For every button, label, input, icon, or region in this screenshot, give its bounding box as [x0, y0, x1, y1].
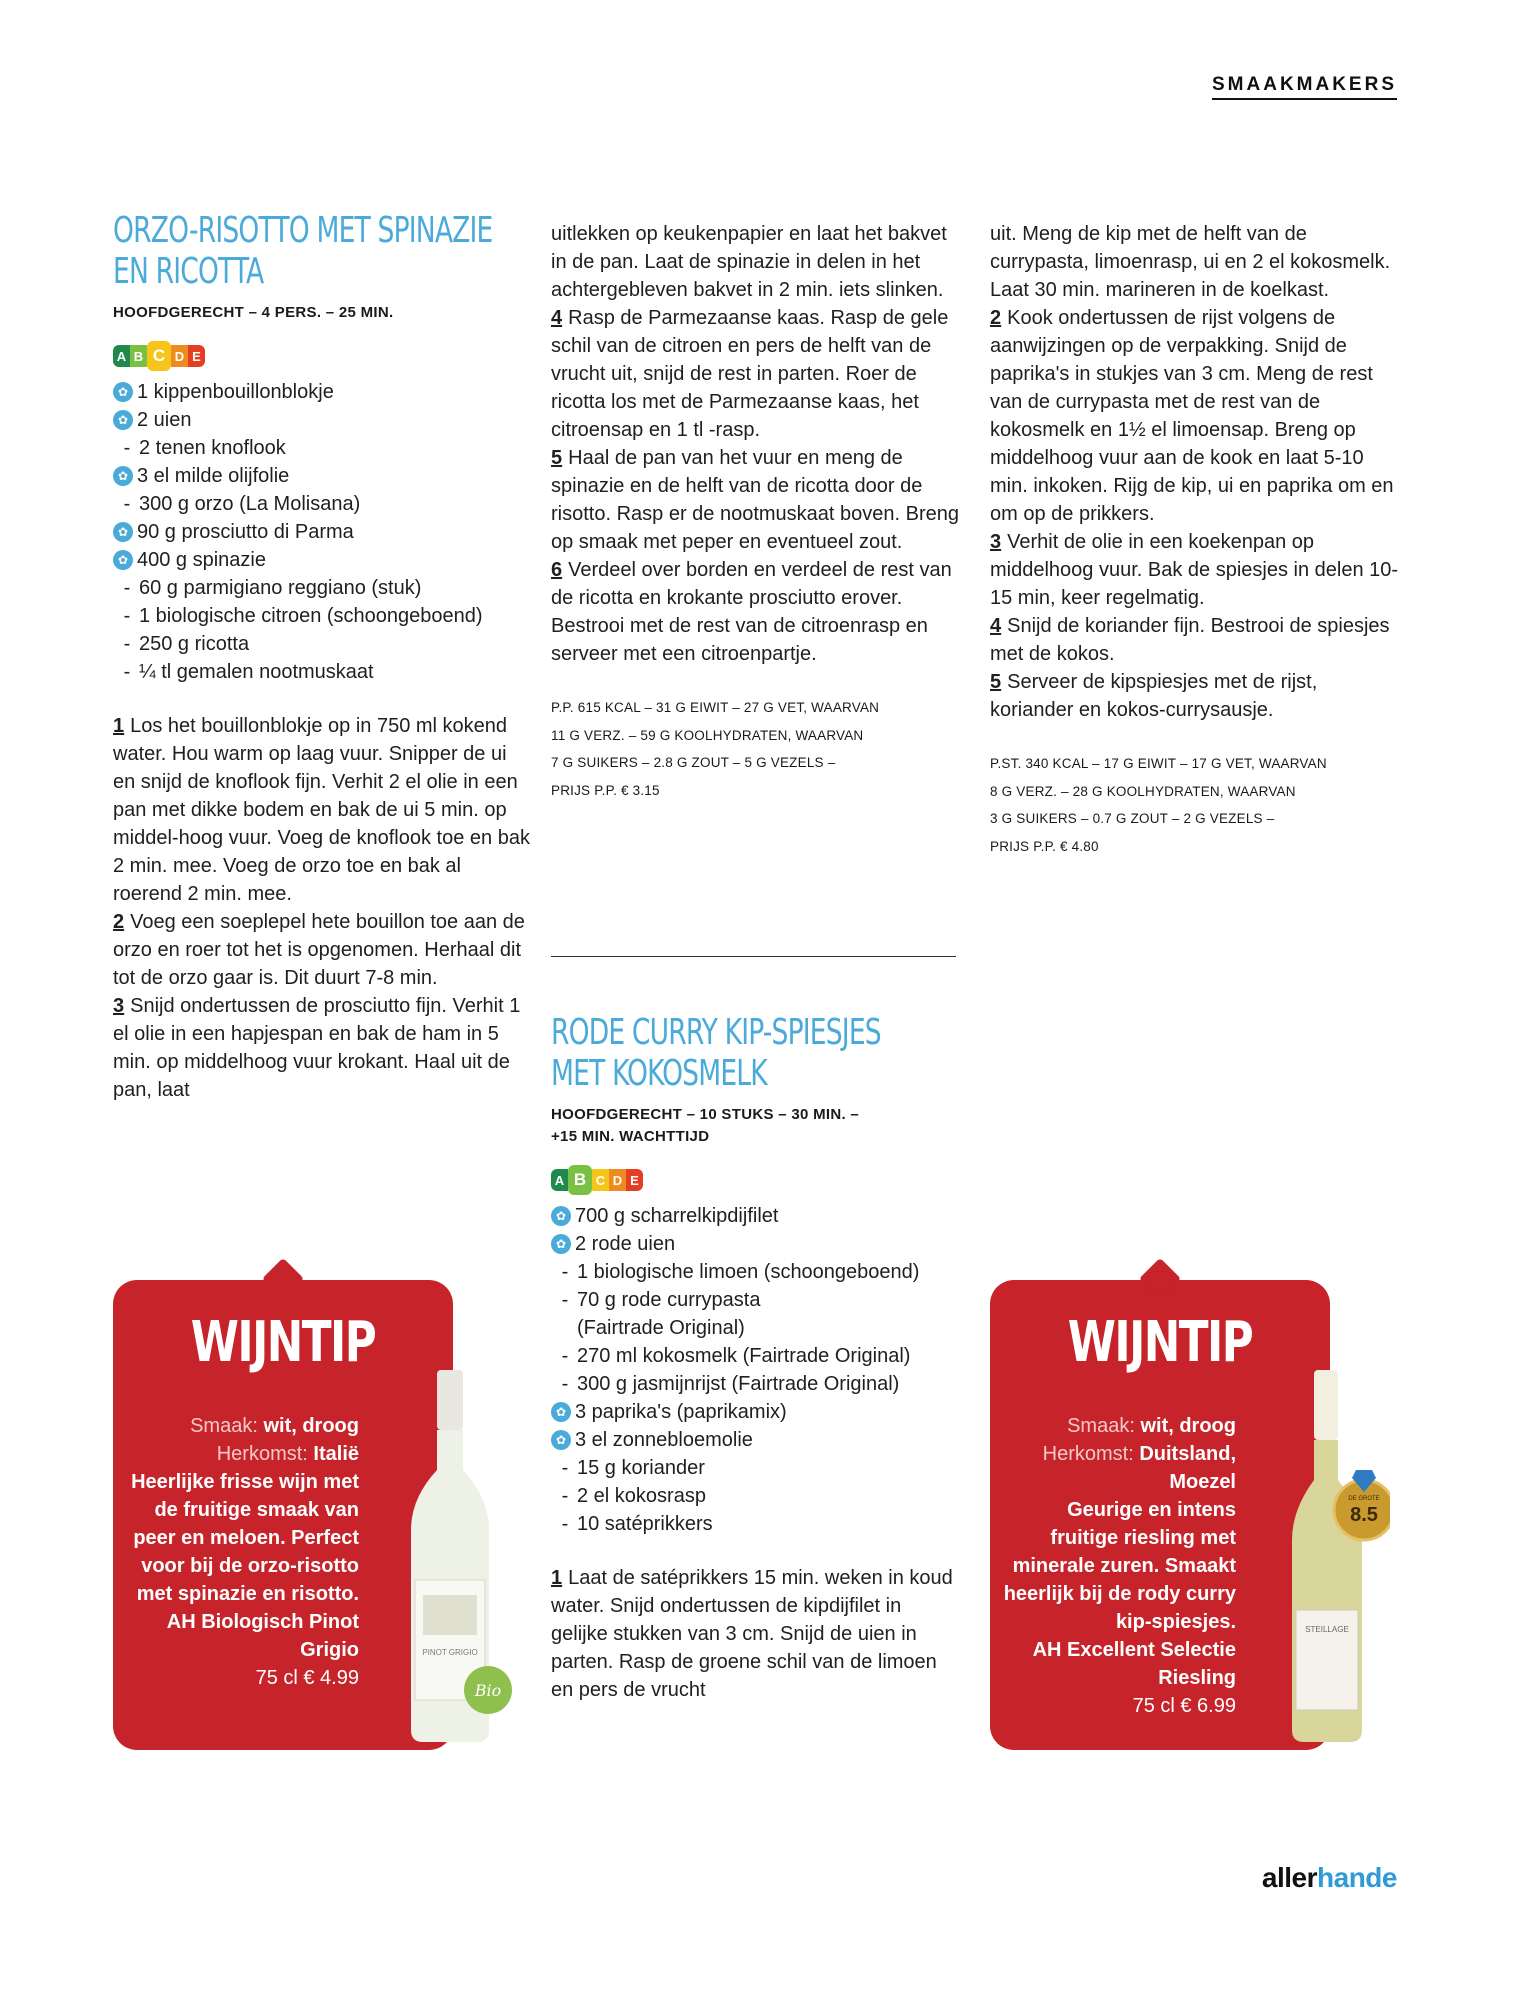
dash-bullet: -: [123, 577, 131, 599]
ingredient-text: 60 g parmigiano reggiano (stuk): [139, 577, 422, 599]
ingredient-text: (Fairtrade Original): [577, 1317, 745, 1339]
dash-bullet: -: [561, 1345, 569, 1367]
nutrition-line: PRIJS P.P. € 3.15: [551, 782, 660, 798]
ingredient-text: 2 tenen knoflook: [139, 437, 286, 459]
recipe2-column: [551, 1012, 961, 1704]
step-number: 4: [551, 307, 563, 329]
wine-description: Geurige en intens fruitige riesling met minerale zuren. Smaakt heerlijk bij de rody curry kip-spiesjes.: [1003, 1499, 1236, 1633]
nutrition-line: 11 G VERZ. – 59 G KOOLHYDRATEN, WAARVAN: [551, 727, 864, 743]
smaak-label: Smaak:: [190, 1415, 258, 1437]
brand-part1: aller: [1261, 1862, 1318, 1893]
recipe2-meta-line1: HOOFDGERECHT – 10 STUKS – 30 MIN. –: [551, 1106, 860, 1123]
ingredient-item: [551, 1342, 961, 1370]
dash-bullet: -: [561, 1289, 569, 1311]
step-number: 5: [990, 671, 1002, 693]
ingredient-item: [551, 1426, 961, 1454]
recipe-divider: [551, 956, 956, 957]
recipe2-continued-column: [990, 220, 1400, 860]
bottle-label-text: STEILLAGE: [1305, 1625, 1349, 1634]
recipe-step: [551, 304, 961, 444]
recipe1-steps: [113, 712, 533, 1104]
nutriscore-badge: [551, 1166, 961, 1194]
ingredient-text: 70 g rode currypasta: [577, 1289, 761, 1311]
bottle-label-text: PINOT GRIGIO: [422, 1648, 478, 1657]
dash-bullet: -: [123, 437, 131, 459]
step-text: Snijd ondertussen de prosciutto fijn. Verhit 1 el olie in een hapjespan en bak de ham in 5 min. op middelhoog vuur krokant. Haal uit de pan, laat: [113, 995, 521, 1101]
ingredient-text: 90 g prosciutto di Parma: [137, 521, 354, 543]
nutrition-line: P.ST. 340 KCAL – 17 G EIWIT – 17 G VET, WAARVAN: [990, 756, 1327, 771]
recipe2-steps-continued: [990, 220, 1400, 724]
dash-bullet: -: [123, 605, 131, 627]
ingredient-item: [113, 574, 533, 602]
recipe1-nutrition: [551, 694, 961, 804]
nutriscore-letter-c: C: [592, 1169, 609, 1191]
brand-logo: [1262, 1862, 1397, 1894]
medal-text: DE GROTE: [1348, 1496, 1380, 1502]
ingredient-text: ¼ tl gemalen nootmuskaat: [139, 661, 374, 683]
wine-name: AH Biologisch Pinot Grigio: [166, 1611, 359, 1661]
ingredient-item: [551, 1398, 961, 1426]
ingredient-text: 400 g spinazie: [137, 549, 266, 571]
smaak-value: wit, droog: [263, 1415, 359, 1437]
ingredient-text: 300 g orzo (La Molisana): [139, 493, 361, 515]
dash-bullet: -: [123, 661, 131, 683]
ingredient-item: [551, 1510, 961, 1538]
recipe-step: [990, 668, 1400, 724]
ingredient-text: 3 paprika's (paprikamix): [575, 1401, 787, 1423]
ingredient-text: 2 el kokosrasp: [577, 1485, 706, 1507]
step-text: Snijd de koriander fijn. Bestrooi de spiesjes met de kokos.: [990, 615, 1390, 665]
ingredient-item: [113, 602, 533, 630]
recipe-step: [551, 1564, 961, 1704]
nutrition-line: PRIJS P.P. € 4.80: [990, 838, 1099, 854]
smaak-value: wit, droog: [1140, 1415, 1236, 1437]
step-number: 3: [990, 531, 1002, 553]
recipe2-ingredients: [551, 1202, 961, 1538]
step-text: Verhit de olie in een koekenpan op middelhoog vuur. Bak de spiesjes in delen 10-15 min, keer regelmatig.: [990, 531, 1399, 609]
step-number: 4: [990, 615, 1002, 637]
nutriscore-letter-b: B: [568, 1165, 592, 1195]
healthy-choice-icon: ✿: [113, 522, 133, 542]
ingredient-item: [113, 378, 533, 406]
ingredient-item: [551, 1202, 961, 1230]
ingredient-item: [551, 1258, 961, 1286]
recipe1-title-line2: EN RICOTTA: [113, 251, 264, 292]
ingredient-text: 250 g ricotta: [139, 633, 250, 655]
healthy-choice-icon: ✿: [113, 410, 133, 430]
ingredient-text: 3 el zonnebloemolie: [575, 1429, 753, 1451]
wine-price: 75 cl € 6.99: [1132, 1695, 1236, 1717]
recipe-step: [551, 444, 961, 556]
recipe2-meta: [551, 1104, 961, 1148]
ingredient-item: [113, 546, 533, 574]
step-text: Serveer de kipspiesjes met de rijst, koriander en kokos-currysausje.: [990, 671, 1318, 721]
wine-description: Heerlijke frisse wijn met de fruitige smaak van peer en meloen. Perfect voor bij de orzo-risotto met spinazie en risotto.: [131, 1471, 359, 1605]
nutriscore-letter-b: B: [130, 345, 147, 367]
step-text: uit. Meng de kip met de helft van de currypasta, limoenrasp, ui en 2 el kokosmelk. Laat 30 min. marineren in de koelkast.: [990, 223, 1391, 301]
dash-bullet: -: [561, 1457, 569, 1479]
ingredient-item: [551, 1230, 961, 1258]
wine-tip-card: [113, 1280, 502, 1750]
step-number: 1: [113, 715, 125, 737]
ingredient-item: [551, 1314, 961, 1342]
recipe-step: [113, 908, 533, 992]
ingredient-text: 1 biologische limoen (schoongeboend): [577, 1261, 920, 1283]
wine-name: AH Excellent Selectie Riesling: [1032, 1639, 1236, 1689]
step-text: Los het bouillonblokje op in 750 ml kokend water. Hou warm op laag vuur. Snipper de ui en snijd de knoflook fijn. Verhit 2 el olie in een pan met dikke bodem en bak de ui 5 min. op middel-hoog vuur. Voeg de knoflook toe en bak 2 min. mee. Voeg de orzo toe en bak al roerend 2 min. mee.: [113, 715, 530, 905]
healthy-choice-icon: ✿: [551, 1234, 571, 1254]
ingredient-text: 270 ml kokosmelk (Fairtrade Original): [577, 1345, 911, 1367]
smaak-label: Smaak:: [1067, 1415, 1135, 1437]
ingredient-text: 300 g jasmijnrijst (Fairtrade Original): [577, 1373, 900, 1395]
ingredient-item: [113, 462, 533, 490]
dash-bullet: -: [561, 1513, 569, 1535]
recipe-step: [990, 220, 1400, 304]
recipe2-steps: [551, 1564, 961, 1704]
step-number: 6: [551, 559, 563, 581]
ingredient-item: [113, 434, 533, 462]
ingredient-text: 3 el milde olijfolie: [137, 465, 290, 487]
section-label: SMAAKMAKERS: [1212, 74, 1397, 100]
wine-tip-heading: WIJNTIP: [1067, 1310, 1253, 1375]
wine-bottle-image: [393, 1370, 513, 1750]
nutriscore-letter-c: C: [147, 341, 171, 371]
recipe1-title-line1: ORZO-RISOTTO MET SPINAZIE: [113, 210, 493, 251]
recipe-step: [113, 992, 533, 1104]
wine-tip-heading: WIJNTIP: [190, 1310, 376, 1375]
healthy-choice-icon: ✿: [551, 1206, 571, 1226]
dash-bullet: -: [123, 493, 131, 515]
ingredient-item: [551, 1454, 961, 1482]
healthy-choice-icon: ✿: [113, 550, 133, 570]
recipe1-continued-column: [551, 220, 961, 804]
medal-score: 8.5: [1350, 1504, 1378, 1526]
step-text: Laat de satéprikkers 15 min. weken in koud water. Snijd ondertussen de kipdijfilet in gelijke stukken van 3 cm. Snijd de uien in parten. Rasp de groene schil van de limoen en pers de vrucht: [551, 1567, 953, 1701]
nutriscore-letter-d: D: [609, 1169, 626, 1191]
ingredient-item: [551, 1370, 961, 1398]
recipe-step: [551, 556, 961, 668]
healthy-choice-icon: ✿: [113, 466, 133, 486]
nutriscore-letter-d: D: [171, 345, 188, 367]
ingredient-text: 2 uien: [137, 409, 192, 431]
herkomst-value: Duitsland, Moezel: [1139, 1443, 1236, 1493]
step-number: 5: [551, 447, 563, 469]
recipe2-nutrition: [990, 750, 1400, 860]
healthy-choice-icon: ✿: [551, 1402, 571, 1422]
herkomst-label: Herkomst:: [216, 1443, 308, 1465]
herkomst-value: Italië: [313, 1443, 359, 1465]
recipe1-ingredients: [113, 378, 533, 686]
recipe2-title: [551, 1012, 961, 1094]
step-text: uitlekken op keukenpapier en laat het bakvet in de pan. Laat de spinazie in delen in het achtergebleven bakvet in 2 min. iets slinken.: [551, 223, 947, 301]
wine-price: 75 cl € 4.99: [255, 1667, 359, 1689]
ingredient-item: [113, 406, 533, 434]
step-text: Rasp de Parmezaanse kaas. Rasp de gele schil van de citroen en pers de helft van de vrucht uit, snijd de rest in parten. Roer de ricotta los met de Parmezaanse kaas, het citroensap en 1 tl -rasp.: [551, 307, 949, 441]
ingredient-text: 1 kippenbouillonblokje: [137, 381, 334, 403]
recipe-step: [990, 304, 1400, 528]
dash-bullet: -: [561, 1261, 569, 1283]
dash-bullet: -: [561, 1373, 569, 1395]
nutriscore-letter-e: E: [188, 345, 205, 367]
ingredient-text: 2 rode uien: [575, 1233, 676, 1255]
step-text: Voeg een soeplepel hete bouillon toe aan de orzo en roer tot het is opgenomen. Herhaal dit tot de orzo gaar is. Dit duurt 7-8 min.: [113, 911, 525, 989]
recipe2-title-line2: MET KOKOSMELK: [551, 1053, 767, 1094]
wine-tip-body: [119, 1412, 359, 1692]
recipe-step: [990, 528, 1400, 612]
ingredient-item: [113, 518, 533, 546]
ingredient-item: [551, 1482, 961, 1510]
recipe-step: [113, 712, 533, 908]
step-text: Verdeel over borden en verdeel de rest van de ricotta en krokante prosciutto erover. Bestrooi met de rest van de citroenrasp en serveer met een citroenpartje.: [551, 559, 952, 665]
ingredient-item: [551, 1286, 961, 1314]
dash-bullet: -: [561, 1485, 569, 1507]
ingredient-item: [113, 658, 533, 686]
step-number: 2: [990, 307, 1002, 329]
wine-tip-card: [990, 1280, 1380, 1750]
nutriscore-letter-a: A: [551, 1169, 568, 1191]
step-number: 3: [113, 995, 125, 1017]
recipe-step: [551, 220, 961, 304]
recipe2-title-line1: RODE CURRY KIP-SPIESJES: [551, 1012, 881, 1053]
bio-badge: Bio: [474, 1681, 502, 1700]
recipe1-meta: HOOFDGERECHT – 4 PERS. – 25 MIN.: [113, 304, 394, 321]
nutriscore-badge: [113, 342, 533, 370]
recipe-step: [990, 612, 1400, 668]
healthy-choice-icon: ✿: [551, 1430, 571, 1450]
healthy-choice-icon: ✿: [113, 382, 133, 402]
ingredient-item: [113, 490, 533, 518]
recipe1-steps-continued: [551, 220, 961, 668]
wine-bottle-image: [1270, 1370, 1390, 1750]
nutriscore-letter-a: A: [113, 345, 130, 367]
nutrition-line: 3 G SUIKERS – 0.7 G ZOUT – 2 G VEZELS –: [990, 811, 1275, 826]
herkomst-label: Herkomst:: [1042, 1443, 1134, 1465]
step-text: Haal de pan van het vuur en meng de spinazie en de helft van de ricotta door de risotto. Rasp er de nootmuskaat boven. Breng op smaak met peper en eventueel zout.: [551, 447, 960, 553]
wine-tip-body: [996, 1412, 1236, 1720]
step-number: 1: [551, 1567, 563, 1589]
ingredient-text: 700 g scharrelkipdijfilet: [575, 1205, 779, 1227]
step-text: Kook ondertussen de rijst volgens de aanwijzingen op de verpakking. Snijd de paprika's in stukjes van 3 cm. Meng de rest van de currypasta met de rest van de kokosmelk en 1½ el limoensap. Breng op middelhoog vuur aan de kook en laat 5-10 min. inkoken. Rijg de kip, ui en paprika om en om op de prikkers.: [990, 307, 1394, 525]
ingredient-item: [113, 630, 533, 658]
ingredient-text: 15 g koriander: [577, 1457, 705, 1479]
brand-part2: hande: [1317, 1862, 1397, 1893]
nutriscore-letter-e: E: [626, 1169, 643, 1191]
step-number: 2: [113, 911, 125, 933]
dash-bullet: -: [123, 633, 131, 655]
nutrition-line: 7 G SUIKERS – 2.8 G ZOUT – 5 G VEZELS –: [551, 755, 836, 770]
recipe2-meta-line2: +15 MIN. WACHTTIJD: [551, 1128, 710, 1145]
ingredient-text: 10 satéprikkers: [577, 1513, 713, 1535]
ingredient-text: 1 biologische citroen (schoongeboend): [139, 605, 483, 627]
recipe1-column: [113, 210, 533, 1104]
nutrition-line: 8 G VERZ. – 28 G KOOLHYDRATEN, WAARVAN: [990, 783, 1296, 799]
recipe1-title: [113, 210, 533, 292]
nutrition-line: P.P. 615 KCAL – 31 G EIWIT – 27 G VET, WAARVAN: [551, 700, 880, 715]
